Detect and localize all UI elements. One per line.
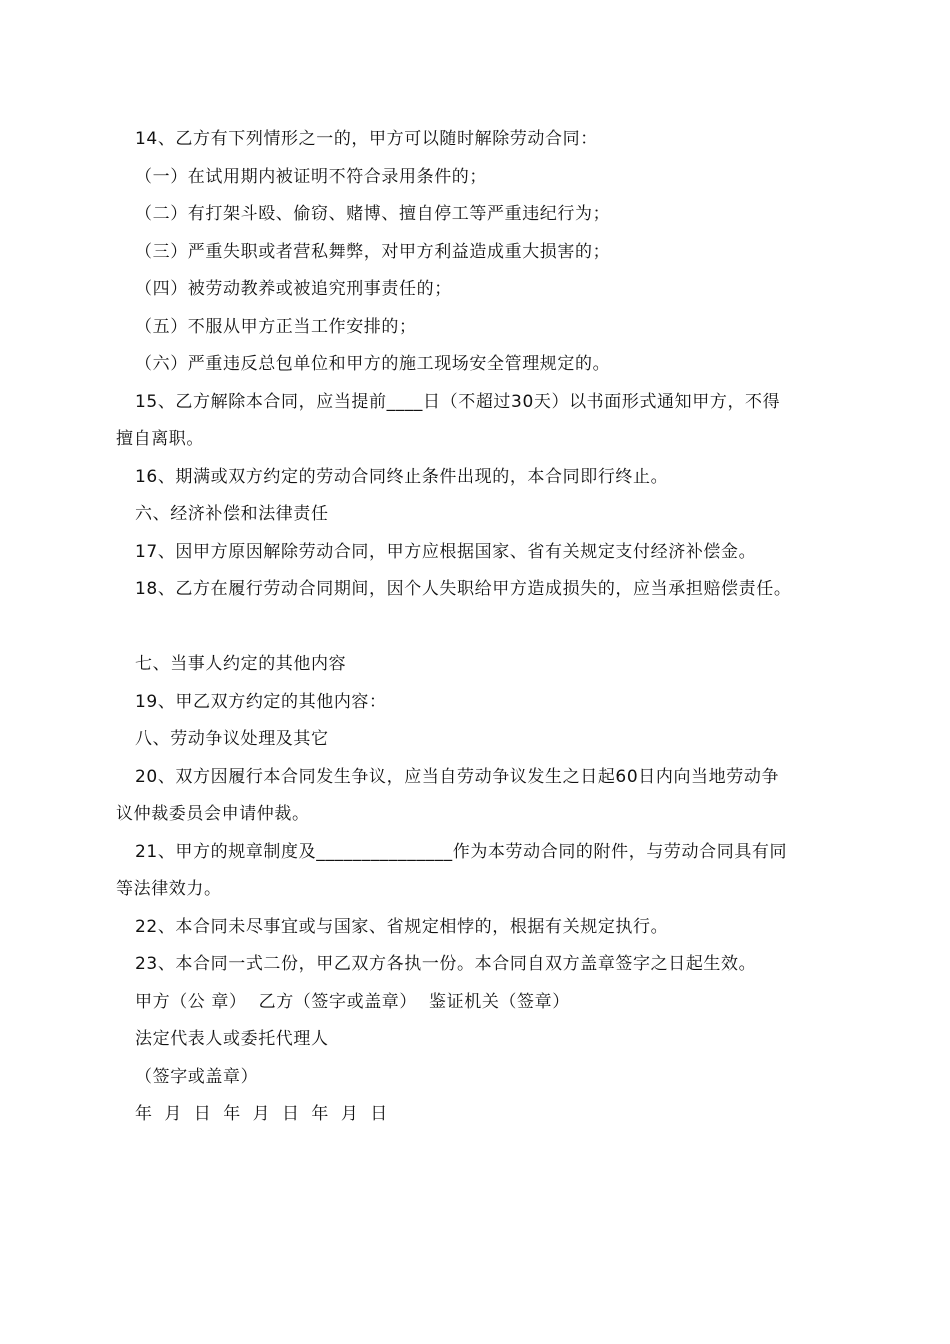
section-7-heading: 七、当事人约定的其他内容 [135,654,347,674]
clause-17: 17、因甲方原因解除劳动合同，甲方应根据国家、省有关规定支付经济补偿金。 [135,541,757,562]
clause-19: 19、甲乙双方约定的其他内容： [135,691,387,712]
section-6-heading: 六、经济补偿和法律责任 [135,504,329,524]
clause-14-item-6: （六）严重违反总包单位和甲方的施工现场安全管理规定的。 [135,354,611,374]
clause-20-continued: 议仲裁委员会申请仲裁。 [116,804,310,824]
signature-parties: 甲方（公 章） 乙方（签字或盖章） 鉴证机关（签章） [135,991,570,1012]
clause-15-continued: 擅自离职。 [116,429,204,449]
clause-16: 16、期满或双方约定的劳动合同终止条件出现的，本合同即行终止。 [135,466,669,487]
clause-14-item-3: （三）严重失职或者营私舞弊，对甲方利益造成重大损害的； [135,241,611,262]
clause-18: 18、乙方在履行劳动合同期间，因个人失职给甲方造成损失的，应当承担赔偿责任。 [135,579,792,599]
clause-20: 20、双方因履行本合同发生争议，应当自劳动争议发生之日起60日内向当地劳动争 [135,766,780,787]
date-line: 年 月 日 年 月 日 年 月 日 [135,1104,391,1124]
clause-15: 15、乙方解除本合同，应当提前____日（不超过30天）以书面形式通知甲方，不得 [135,391,781,412]
clause-14-item-2: （二）有打架斗殴、偷窃、赌博、擅自停工等严重违纪行为； [135,204,611,224]
clause-14-item-4: （四）被劳动教养或被追究刑事责任的； [135,279,452,299]
clause-21: 21、甲方的规章制度及_______________作为本劳动合同的附件，与劳动合同具有同 [135,841,788,862]
contract-text [116,121,846,1134]
clause-14: 14、乙方有下列情形之一的，甲方可以随时解除劳动合同： [135,129,598,149]
clause-21-continued: 等法律效力。 [116,879,222,899]
clause-23: 23、本合同一式二份，甲乙双方各执一份。本合同自双方盖章签字之日起生效。 [135,954,757,974]
blank-line [116,609,846,647]
clause-14-item-1: （一）在试用期内被证明不符合录用条件的； [135,166,487,187]
signature-note: （签字或盖章） [135,1066,259,1087]
clause-14-item-5: （五）不服从甲方正当工作安排的； [135,316,417,337]
clause-22: 22、本合同未尽事宜或与国家、省规定相悖的，根据有关规定执行。 [135,916,669,937]
section-8-heading: 八、劳动争议处理及其它 [135,729,329,749]
legal-representative-line: 法定代表人或委托代理人 [135,1029,329,1049]
